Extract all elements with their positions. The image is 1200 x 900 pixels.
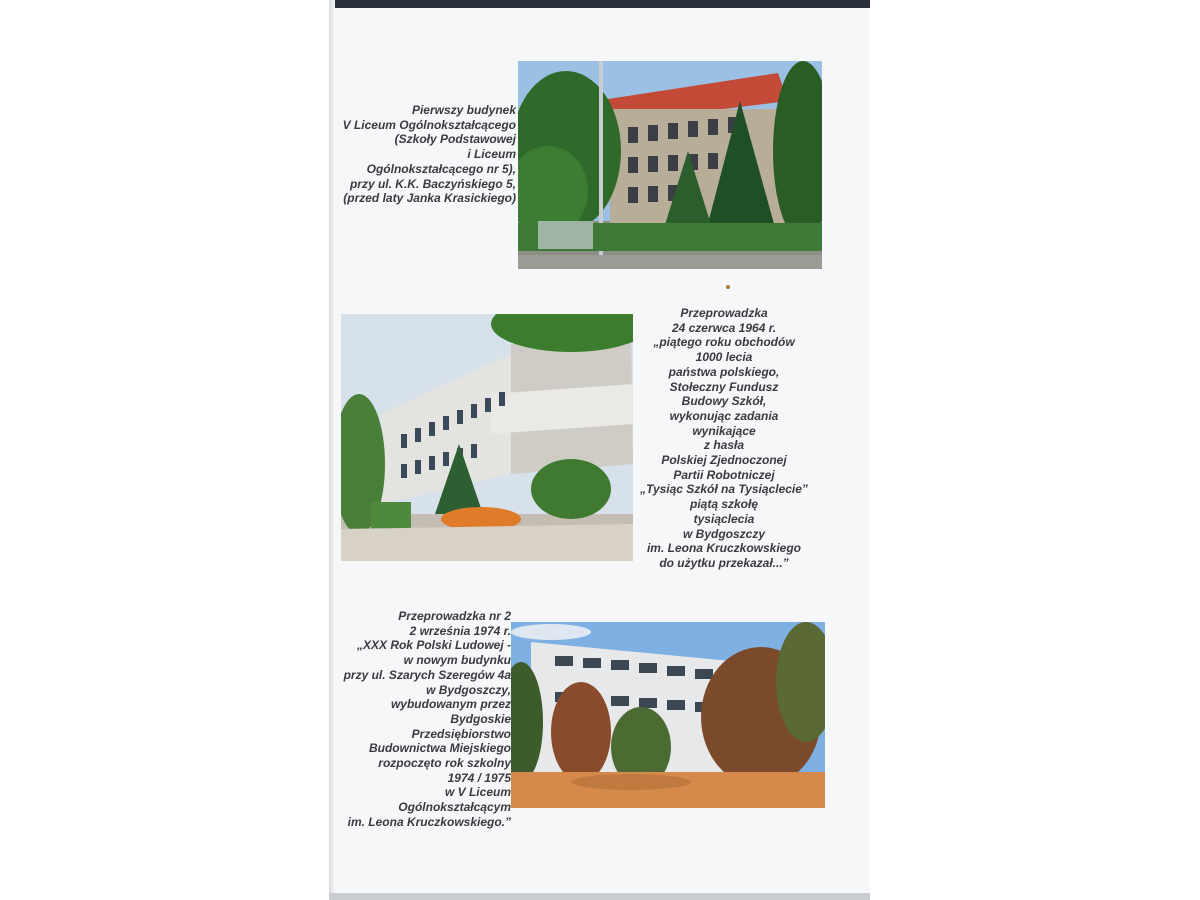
caption-line: (przed laty Janka Krasickiego): [343, 191, 516, 206]
page-top-edge: [329, 0, 870, 8]
caption-line: 2 września 1974 r.: [409, 623, 511, 638]
caption-line: Przedsiębiorstwo: [411, 726, 511, 741]
caption-line: przy ul. Szarych Szeregów 4a: [343, 667, 511, 682]
caption-line: im. Leona Kruczkowskiego.”: [347, 814, 511, 829]
caption-line: w Bydgoszczy,: [426, 682, 511, 697]
caption-line: państwa polskiego,: [668, 364, 780, 379]
caption-line: Ogólnokształcącego nr 5),: [366, 161, 516, 176]
caption-line: im. Leona Kruczkowskiego: [646, 541, 802, 556]
page-speck: [726, 285, 730, 289]
caption-line: „piątego roku obchodów: [653, 335, 795, 350]
caption-line: Budownictwa Miejskiego: [368, 741, 511, 756]
caption-line: piątą szkołę: [689, 497, 759, 512]
caption-line: z hasła: [703, 438, 745, 453]
caption-line: V Liceum Ogólnokształcącego: [342, 117, 516, 132]
caption-line: Partii Robotniczej: [673, 467, 775, 482]
caption-first-building: [329, 103, 516, 206]
caption-line: Ogólnokształcącym: [398, 800, 511, 815]
caption-line: tysiąclecia: [693, 511, 755, 526]
caption-line: „XXX Rok Polski Ludowej -: [356, 638, 511, 653]
caption-line: 24 czerwca 1964 r.: [671, 320, 777, 335]
caption-line: i Liceum: [467, 147, 516, 162]
caption-line: Budowy Szkół,: [681, 394, 767, 409]
caption-line: Pierwszy budynek: [411, 103, 516, 117]
caption-move-1964: [619, 306, 829, 571]
caption-line: wybudowanym przez: [390, 697, 511, 712]
caption-line: Przeprowadzka: [680, 306, 768, 320]
caption-line: Przeprowadzka nr 2: [398, 609, 511, 623]
photo-third-school-building: [511, 622, 825, 808]
caption-move-1974: [329, 609, 511, 830]
caption-line: 1000 lecia: [695, 350, 753, 365]
caption-line: w Bydgoszczy: [682, 526, 766, 541]
caption-line: w nowym budynku: [403, 653, 511, 668]
caption-line: Polskiej Zjednoczonej: [661, 453, 787, 468]
photo-second-school-building: [341, 314, 633, 561]
caption-line: wynikające: [692, 423, 756, 438]
caption-line: Stołeczny Fundusz: [669, 379, 779, 394]
book-page: [329, 0, 870, 900]
caption-line: w V Liceum: [444, 785, 511, 800]
caption-line: przy ul. K.K. Baczyńskiego 5,: [349, 176, 516, 191]
caption-line: do użytku przekazał...”: [659, 555, 789, 570]
caption-line: (Szkoły Podstawowej: [394, 132, 516, 147]
caption-line: rozpoczęto rok szkolny: [378, 756, 511, 771]
page-bottom-edge: [329, 893, 870, 900]
caption-line: Bydgoskie: [450, 711, 511, 726]
caption-line: 1974 / 1975: [447, 770, 511, 785]
caption-line: „Tysiąc Szkół na Tysiąclecie”: [640, 482, 808, 497]
photo-first-school-building: [518, 61, 822, 269]
caption-line: wykonując zadania: [669, 408, 779, 423]
